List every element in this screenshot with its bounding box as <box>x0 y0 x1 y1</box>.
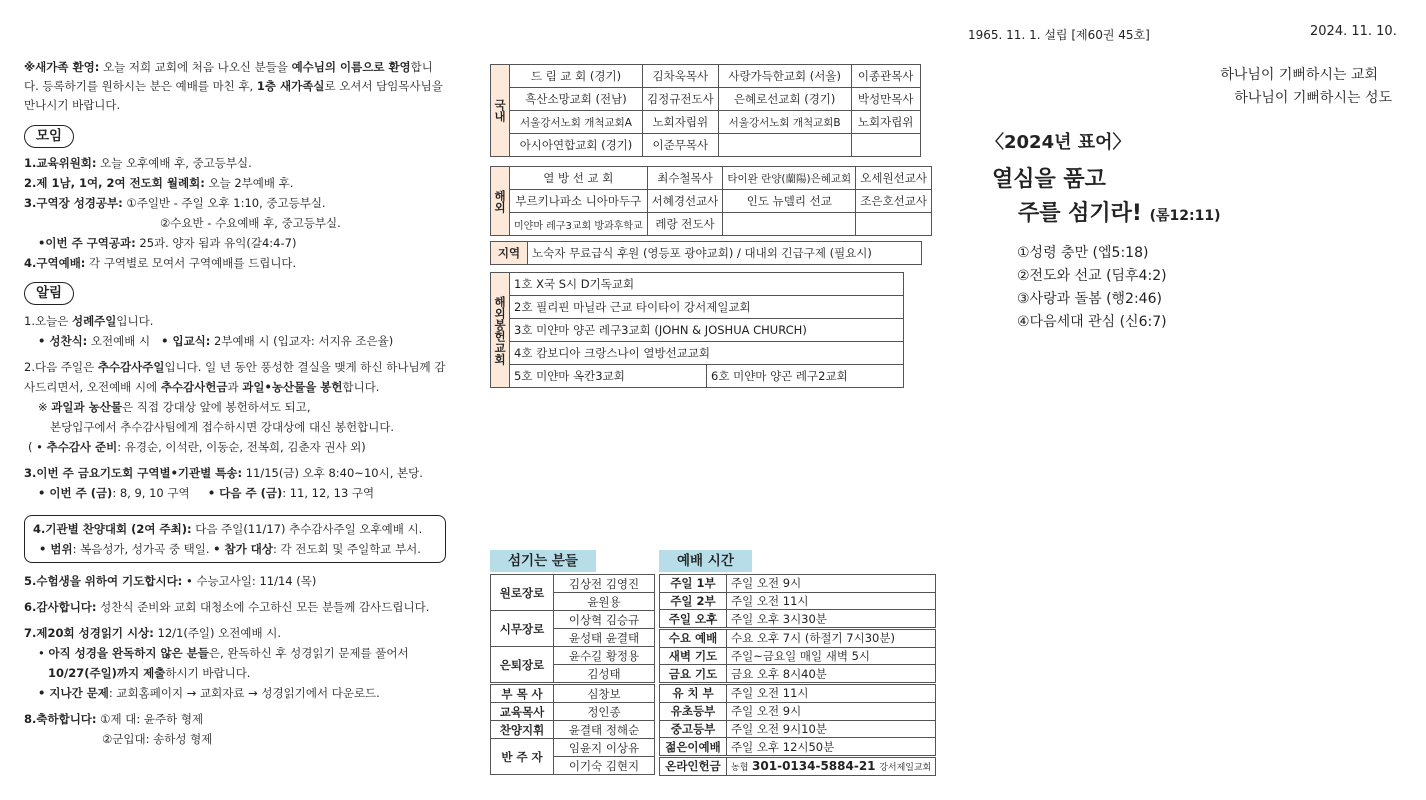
overseas-tag: 해외 <box>491 167 510 236</box>
domestic-tag: 국내 <box>491 65 510 157</box>
worship-time: 주일 오전 9시 <box>727 575 936 593</box>
notice-item-3: 3.이번 주 금요기도회 구역별•기관별 특송: 11/15(금) 오후 8:40~10시, 본당. <box>24 466 423 480</box>
servant-role: 원로장로 <box>491 575 554 611</box>
theme-reference: (롬12:11) <box>1149 208 1221 224</box>
tagline-1: 하나님이 기뻐하시는 교회 <box>1220 67 1378 83</box>
mission-cell: 오세원선교사 <box>856 167 932 190</box>
notice-item-8: 8.축하합니다: ①제 대: 윤주하 형제 <box>24 712 204 726</box>
meeting-item: ②수요반 - 수요예배 후, 중고등부실. <box>160 216 341 230</box>
notice-item-7-detail: • 지나간 문제: 교회홈페이지 → 교회자료 → 성경읽기에서 다운로드. <box>38 686 380 700</box>
tagline-2: 하나님이 기뻐하시는 성도 <box>1234 90 1392 106</box>
mission-cell: 이준무목사 <box>643 134 719 157</box>
worship-time: 주일 오전 9시10분 <box>727 720 936 738</box>
servant-name: 임윤지 이상유 <box>554 739 655 757</box>
worship-time: 주일 오후 3시30분 <box>727 610 936 629</box>
servants-heading: 섬기는 분들 <box>490 550 596 572</box>
worship-time: 주일 오전 9시 <box>727 702 936 720</box>
mission-cell: 드 림 교 회 (경기) <box>510 65 643 88</box>
notice-item-2-prep: ( • 추수감사 준비: 유경순, 이석란, 이동순, 전복희, 김춘자 권사 외) <box>28 440 366 454</box>
worship-name: 수요 예배 <box>660 629 727 648</box>
mission-cell: 아시아연합교회 (경기) <box>510 134 643 157</box>
welcome-notice <box>24 58 446 115</box>
notice-item-4-box <box>24 515 446 563</box>
planted-church-row: 5호 미얀마 옥칸3교회 <box>510 365 707 388</box>
welcome-text: 로 오셔서 담임목사님을 만나시기 바랍니다. <box>24 79 443 112</box>
welcome-text: 오늘 저희 교회에 처음 나오신 분들을 <box>99 60 292 74</box>
mission-cell: 타이완 란양(蘭陽)은혜교회 <box>723 167 856 190</box>
worship-heading: 예배 시간 <box>659 550 752 572</box>
domestic-mission-table <box>490 64 921 157</box>
theme-line-2: 주를 섬기라! (롬12:11) <box>1018 201 1221 226</box>
planted-church-row: 3호 미얀마 양곤 레구3교회 (JOHN & JOSHUA CHURCH) <box>510 319 904 342</box>
mission-cell: 서울강서노회 개척교회B <box>718 111 851 134</box>
worship-name: 주일 오후 <box>660 610 727 629</box>
planted-church-table <box>490 272 904 388</box>
notice-item-4-detail: • 범위: 복음성가, 성가곡 중 택일. • 참가 대상: 각 전도회 및 주일학교 부서. <box>39 542 421 556</box>
meeting-item: •이번 주 구역공과: 25과. 양자 됨과 유익(갈4:4-7) <box>38 236 297 250</box>
worship-name: 젊은이예배 <box>660 738 727 757</box>
servant-name: 김상전 김영진 <box>554 575 655 593</box>
worship-name: 유초등부 <box>660 702 727 720</box>
left-column <box>24 58 446 749</box>
notice-item-7-detail: • 아직 성경을 완독하지 않은 분들은, 완독하신 후 성경읽기 문제를 풀어서 <box>38 646 409 660</box>
notice-item-8-detail: ②군입대: 송하성 형제 <box>102 732 213 746</box>
mission-cell: 박성만목사 <box>851 88 920 111</box>
theme-point: ①성령 충만 (엡5:18) <box>1017 245 1149 261</box>
mission-cell: 부르키나파소 니아마두구 <box>510 190 648 213</box>
worship-name: 유 치 부 <box>660 684 727 703</box>
mission-cell: 인도 뉴델리 선교 <box>723 190 856 213</box>
mission-cell: 사랑가득한교회 (서울) <box>718 65 851 88</box>
theme-point: ③사랑과 돌봄 (행2:46) <box>1017 291 1162 307</box>
welcome-bold: 예수님의 이름으로 환영 <box>291 60 411 74</box>
mission-cell: 흑산소망교회 (전남) <box>510 88 643 111</box>
servants-table <box>490 574 655 775</box>
notice-heading: 알림 <box>24 282 74 305</box>
worship-time: 주일 오전 11시 <box>727 684 936 703</box>
planted-tag: 해외봉헌교회 <box>491 273 510 388</box>
worship-name: 주일 2부 <box>660 592 727 610</box>
mission-cell: 노회자립위 <box>851 111 920 134</box>
theme-point: ④다음세대 관심 (신6:7) <box>1017 314 1167 330</box>
servant-name: 이상혁 김승규 <box>554 611 655 629</box>
mission-cell <box>856 213 932 236</box>
servant-role: 시무장로 <box>491 611 554 647</box>
servant-role: 교육목사 <box>491 703 554 721</box>
worship-time: 주일 오후 12시50분 <box>727 738 936 757</box>
issue-date: 2024. 11. 10. <box>1310 24 1397 39</box>
notice-section <box>24 282 446 749</box>
servant-name: 김성태 <box>554 665 655 684</box>
welcome-label: ※새가족 환영: <box>24 60 100 74</box>
mission-cell: 최수철목사 <box>647 167 723 190</box>
worship-name: 중고등부 <box>660 720 727 738</box>
notice-item-6: 6.감사합니다: 성찬식 준비와 교회 대청소에 수고하신 모든 분들께 감사드립니다. <box>24 600 430 614</box>
servant-role: 은퇴장로 <box>491 647 554 684</box>
mission-cell: 김차욱목사 <box>643 65 719 88</box>
worship-time: 주일 오전 11시 <box>727 592 936 610</box>
notice-item-1: 1.오늘은 성례주일입니다. <box>24 314 154 328</box>
theme-year: 〈2024년 표어〉 <box>986 132 1131 153</box>
mission-cell: 미얀마 레구3교회 방과후학교 <box>510 213 648 236</box>
notice-item-2-note: 본당입구에서 추수감사팀에게 접수하시면 강대상에 대신 봉헌합니다. <box>50 420 395 434</box>
worship-time: 수요 오후 7시 (하절기 7시30분) <box>727 629 936 648</box>
servant-name: 윤원용 <box>554 593 655 611</box>
servant-role: 찬양지휘 <box>491 721 554 739</box>
mission-cell <box>718 134 851 157</box>
mission-cell <box>851 134 920 157</box>
meeting-item: 4.구역예배: 각 구역별로 모여서 구역예배를 드립니다. <box>24 256 297 270</box>
meeting-section <box>24 125 446 273</box>
mission-cell: 서울강서노회 개척교회A <box>510 111 643 134</box>
notice-item-2-note: ※ 과일과 농산물은 직접 강대상 앞에 봉헌하셔도 되고, <box>38 400 311 414</box>
welcome-bold: 1층 새가족실 <box>256 79 325 93</box>
meeting-item: 3.구역장 성경공부: ①주일반 - 주일 오후 1:10, 중고등부실. <box>24 196 326 210</box>
servant-name: 정인종 <box>554 703 655 721</box>
theme-line-1: 열심을 품고 <box>992 167 1106 192</box>
mission-cell: 이종관목사 <box>851 65 920 88</box>
mission-cell: 서혜경선교사 <box>647 190 723 213</box>
mission-cell: 조은호선교사 <box>856 190 932 213</box>
worship-time: 금요 오후 8시40분 <box>727 665 936 684</box>
meeting-item: 1.교육위원회: 오늘 오후예배 후, 중고등부실. <box>24 156 252 170</box>
mission-cell: 레랑 전도사 <box>647 213 723 236</box>
meeting-heading: 모임 <box>24 125 74 148</box>
planted-church-row: 4호 캄보디아 크랑스나이 열방선교교회 <box>510 342 904 365</box>
notice-item-7-detail: 10/27(주일)까지 제출하시기 바랍니다. <box>48 666 251 680</box>
worship-time: 주일~금요일 매일 새벽 5시 <box>727 647 936 665</box>
online-offering-label: 온라인헌금 <box>660 756 727 775</box>
overseas-mission-table <box>490 166 932 236</box>
region-support-table <box>490 241 922 265</box>
online-offering-account: 농협 301-0134-5884-21 강서제일교회 <box>727 756 936 775</box>
worship-name: 금요 기도 <box>660 665 727 684</box>
welcome-text: 합니다. 등록하기를 원하시는 분은 예배를 마친 후, <box>24 60 433 93</box>
servant-name: 윤성태 윤결태 <box>554 629 655 647</box>
notice-item-5: 5.수험생을 위하여 기도합시다: • 수능고사일: 11/14 (목) <box>24 574 317 588</box>
meeting-item: 2.제 1남, 1여, 2여 전도회 월례회: 오늘 2부예배 후. <box>24 176 294 190</box>
notice-item-3-detail: • 이번 주 (금): 8, 9, 10 구역 • 다음 주 (금): 11, 12, 13 구역 <box>38 486 375 500</box>
servant-name: 심창보 <box>554 684 655 703</box>
servant-role: 부 목 사 <box>491 684 554 703</box>
theme-point: ②전도와 선교 (딤후4:2) <box>1017 268 1167 284</box>
notice-item-7: 7.제20회 성경읽기 시상: 12/1(주일) 오전예배 시. <box>24 626 282 640</box>
worship-name: 새벽 기도 <box>660 647 727 665</box>
planted-church-row: 6호 미얀마 양곤 레구2교회 <box>707 365 904 388</box>
notice-item-4: 4.기관별 찬양대회 (2여 주최): 다음 주일(11/17) 추수감사주일 오후예배 시. <box>33 522 423 536</box>
servant-name: 윤결태 정해순 <box>554 721 655 739</box>
mission-cell: 은혜로선교회 (경기) <box>718 88 851 111</box>
theme-points <box>1017 242 1167 334</box>
notice-item-1-detail: • 성찬식: 오전예배 시 • 입교식: 2부예배 시 (입교자: 서지유 조은율) <box>38 334 394 348</box>
servant-role: 반 주 자 <box>491 739 554 775</box>
region-text: 노숙자 무료급식 후원 (영등포 광야교회) / 대내외 긴급구제 (필요시) <box>528 242 922 265</box>
worship-name: 주일 1부 <box>660 575 727 593</box>
planted-church-row: 2호 필리핀 마닐라 근교 타이타이 강서제일교회 <box>510 296 904 319</box>
servant-name: 윤수길 황정용 <box>554 647 655 665</box>
established-info: 1965. 11. 1. 설립 [제60권 45호] <box>968 28 1150 42</box>
mission-cell: 노회자립위 <box>643 111 719 134</box>
servant-name: 이기숙 김현지 <box>554 757 655 775</box>
mission-cell: 열 방 선 교 회 <box>510 167 648 190</box>
notice-item-2: 2.다음 주일은 추수감사주일입니다. 일 년 동안 풍성한 결실을 맺게 하신 하나님께 감사드리면서, 오전예배 시에 추수감사헌금과 과일•농산물을 봉헌합니다. <box>24 360 446 394</box>
mission-cell <box>723 213 856 236</box>
worship-schedule-table <box>659 574 936 776</box>
region-tag: 지역 <box>491 242 528 265</box>
mission-cell: 김정규전도사 <box>643 88 719 111</box>
planted-church-row: 1호 X국 S시 D기독교회 <box>510 273 904 296</box>
